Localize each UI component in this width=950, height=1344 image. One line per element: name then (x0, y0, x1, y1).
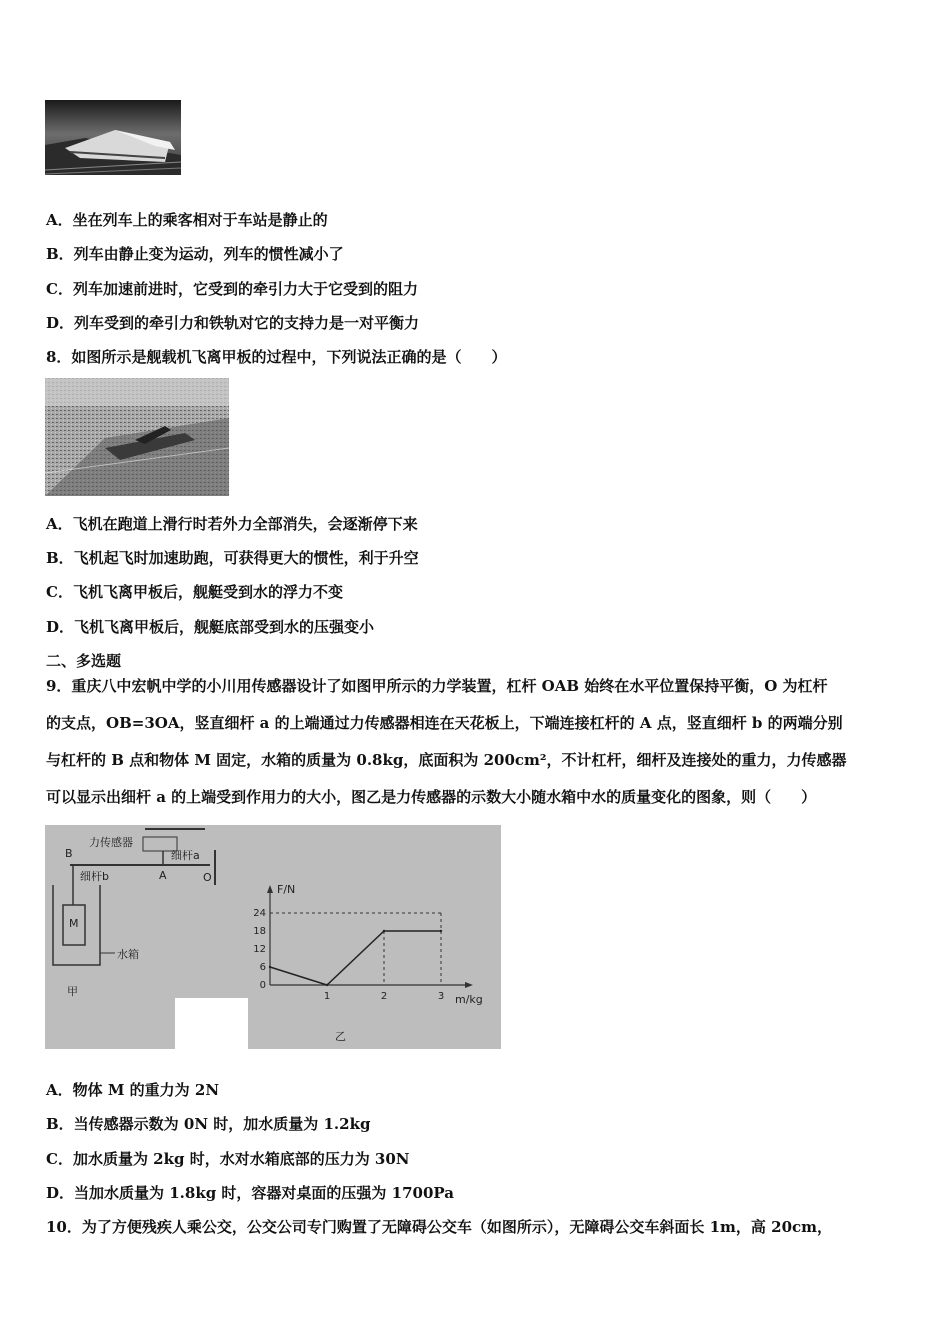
carrier-aircraft-photo (45, 378, 229, 496)
q9-option-a: A．物体 M 的重力为 2N (46, 1081, 220, 1099)
data-point (269, 966, 271, 968)
x-axis-label: m/kg (455, 993, 483, 1006)
y-tick-label: 0 (259, 980, 266, 991)
y-axis-label: F/N (277, 883, 296, 896)
data-point (383, 930, 385, 932)
q9-stem-line-3: 与杠杆的 B 点和物体 M 固定，水箱的质量为 0.8kg，底面积为 200cm²，不计杠杆，细杆及连接处的重力，力传感器 (46, 751, 847, 769)
q8-option-d: D．飞机飞离甲板后，舰艇底部受到水的压强变小 (46, 618, 375, 636)
q9-stem-line-2: 的支点，OB=3OA，竖直细杆 a 的上端通过力传感器相连在天花板上，下端连接杠杆的 A 点，竖直细杆 b 的两端分别 (46, 714, 843, 732)
q9-option-c: C．加水质量为 2kg 时，水对水箱底部的压力为 30N (46, 1150, 410, 1168)
yi-caption: 乙 (335, 1030, 346, 1043)
x-tick-label: 1 (323, 991, 331, 1002)
y-axis-arrow-icon (267, 885, 273, 893)
q7-option-d: D．列车受到的牵引力和铁轨对它的支持力是一对平衡力 (46, 314, 420, 332)
jia-caption: 甲 (67, 985, 78, 998)
a-point-label: A (159, 869, 167, 882)
q7-option-c: C．列车加速前进时，它受到的牵引力大于它受到的阻力 (46, 280, 418, 298)
rod-a-label: 细杆a (171, 849, 200, 862)
q8-option-c: C．飞机飞离甲板后，舰艇受到水的浮力不变 (46, 583, 343, 601)
q9-stem-line-4: 可以显示出细杆 a 的上端受到作用力的大小，图乙是力传感器的示数大小随水箱中水的质量变化的图象，则（ ） (46, 788, 817, 806)
train-photo (45, 100, 181, 175)
y-tick-label: 24 (253, 908, 266, 919)
chart-plot (253, 908, 444, 1002)
data-point (326, 984, 328, 986)
x-tick-label: 3 (437, 991, 445, 1002)
q9-option-b: B．当传感器示数为 0N 时，加水质量为 1.2kg (46, 1115, 371, 1133)
tank-label: 水箱 (117, 948, 139, 961)
series-line (270, 931, 441, 985)
y-tick-label: 12 (253, 944, 266, 955)
y-tick-label: 18 (253, 926, 266, 937)
x-axis-arrow-icon (465, 982, 473, 988)
section-title: 二、多选题 (46, 652, 122, 670)
q8-option-b: B．飞机起飞时加速助跑，可获得更大的惯性，利于升空 (46, 549, 419, 567)
m-label: M (69, 917, 79, 930)
y-tick-label: 6 (259, 962, 266, 973)
sensor-label: 力传感器 (89, 836, 133, 849)
q8-option-a: A．飞机在跑道上滑行时若外力全部消失，会逐渐停下来 (46, 515, 418, 533)
white-patch (175, 998, 248, 1049)
q9-figure (45, 825, 501, 1049)
x-tick-label: 2 (380, 991, 388, 1002)
data-point (440, 930, 442, 932)
q10-stem-line-1: 10．为了方便残疾人乘公交，公交公司专门购置了无障碍公交车（如图所示），无障碍公交车斜面长 1m，高 20cm， (46, 1218, 833, 1236)
q8-stem: 8．如图所示是舰载机飞离甲板的过程中，下列说法正确的是（ ） (46, 348, 507, 366)
q9-stem-line-1: 9．重庆八中宏帆中学的小川用传感器设计了如图甲所示的力学装置，杠杆 OAB 始终在水平位置保持平衡，O 为杠杆 (46, 677, 828, 695)
b-point-label: B (65, 847, 73, 860)
q9-option-d: D．当加水质量为 1.8kg 时，容器对桌面的压强为 1700Pa (46, 1184, 454, 1202)
o-point-label: O (203, 871, 212, 884)
rod-b-label: 细杆b (80, 870, 109, 883)
q7-option-b: B．列车由静止变为运动，列车的惯性减小了 (46, 245, 344, 263)
q7-option-a: A．坐在列车上的乘客相对于车站是静止的 (46, 211, 328, 229)
